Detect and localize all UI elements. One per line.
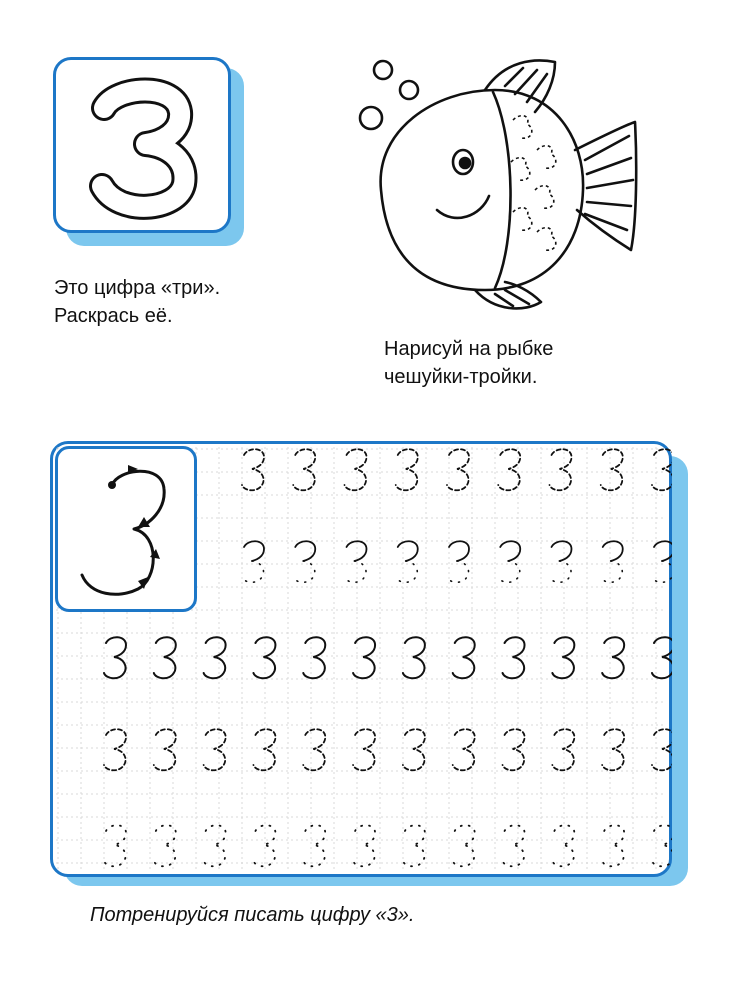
practice-digit-three (154, 825, 176, 866)
practice-digit-three (104, 637, 126, 678)
practice-digit-three (396, 449, 418, 490)
practice-digit-three (498, 541, 520, 582)
fish-illustration (345, 50, 645, 320)
practice-digit-three (652, 729, 672, 770)
practice-digit-three (552, 729, 574, 770)
practice-digit-three (253, 637, 275, 678)
practice-digit-three (253, 825, 275, 866)
practice-digit-three (601, 449, 623, 490)
practice-digit-three (552, 637, 574, 678)
practice-digit-three (253, 729, 275, 770)
practice-digit-three (204, 729, 226, 770)
practice-digit-three (601, 541, 623, 582)
practice-digit-three (303, 825, 325, 866)
practice-digit-three (204, 637, 226, 678)
practice-digit-three (602, 729, 624, 770)
practice-digit-three (353, 729, 375, 770)
digit-card (53, 57, 231, 233)
practice-digit-three (602, 637, 624, 678)
practice-digit-three (453, 637, 475, 678)
practice-digit-three (154, 729, 176, 770)
practice-digit-three (552, 825, 574, 866)
practice-digit-three (550, 449, 572, 490)
fish-task-text (384, 335, 553, 391)
practice-digit-three (353, 825, 375, 866)
practice-digit-three (652, 449, 672, 490)
start-dot-icon (108, 481, 116, 489)
intro-text (54, 274, 220, 330)
bubble-icon (374, 61, 392, 79)
practice-digit-three (104, 729, 126, 770)
practice-digit-three (503, 729, 525, 770)
practice-digit-three (503, 825, 525, 866)
intro-line-1: Это цифра «три». (54, 277, 221, 299)
practice-digit-three (303, 637, 325, 678)
practice-digit-three (345, 449, 367, 490)
stroke-order-digit-three (58, 449, 194, 609)
practice-digit-three (403, 637, 425, 678)
practice-digit-three (550, 541, 572, 582)
practice-digit-three (498, 449, 520, 490)
intro-line-2: Раскрась её. (54, 305, 173, 327)
practice-digit-three (104, 825, 126, 866)
practice-digit-three (652, 825, 672, 866)
practice-digit-three (453, 825, 475, 866)
practice-digit-three (353, 637, 375, 678)
bubble-icon (400, 81, 418, 99)
practice-digit-three (602, 825, 624, 866)
practice-digit-three (293, 541, 315, 582)
bubble-icon (360, 107, 382, 129)
practice-digit-three (204, 825, 226, 866)
practice-digit-three (652, 541, 672, 582)
practice-instruction: Потренируйся писать цифру «3». (90, 904, 415, 926)
practice-digit-three (652, 637, 672, 678)
practice-digit-three (453, 729, 475, 770)
practice-digit-three (303, 729, 325, 770)
practice-digit-three (242, 449, 264, 490)
practice-digit-three (345, 541, 367, 582)
practice-digit-three (447, 449, 469, 490)
fish-task-line-2: чешуйки-тройки. (384, 366, 538, 388)
practice-digit-three (503, 637, 525, 678)
practice-digit-three (447, 541, 469, 582)
guide-card (55, 446, 197, 612)
outline-digit-three (56, 60, 228, 230)
practice-digit-three (293, 449, 315, 490)
practice-digit-three (396, 541, 418, 582)
practice-digit-three (403, 729, 425, 770)
fish-task-line-1: Нарисуй на рыбке (384, 338, 554, 360)
practice-digit-three (242, 541, 264, 582)
practice-digit-three (403, 825, 425, 866)
